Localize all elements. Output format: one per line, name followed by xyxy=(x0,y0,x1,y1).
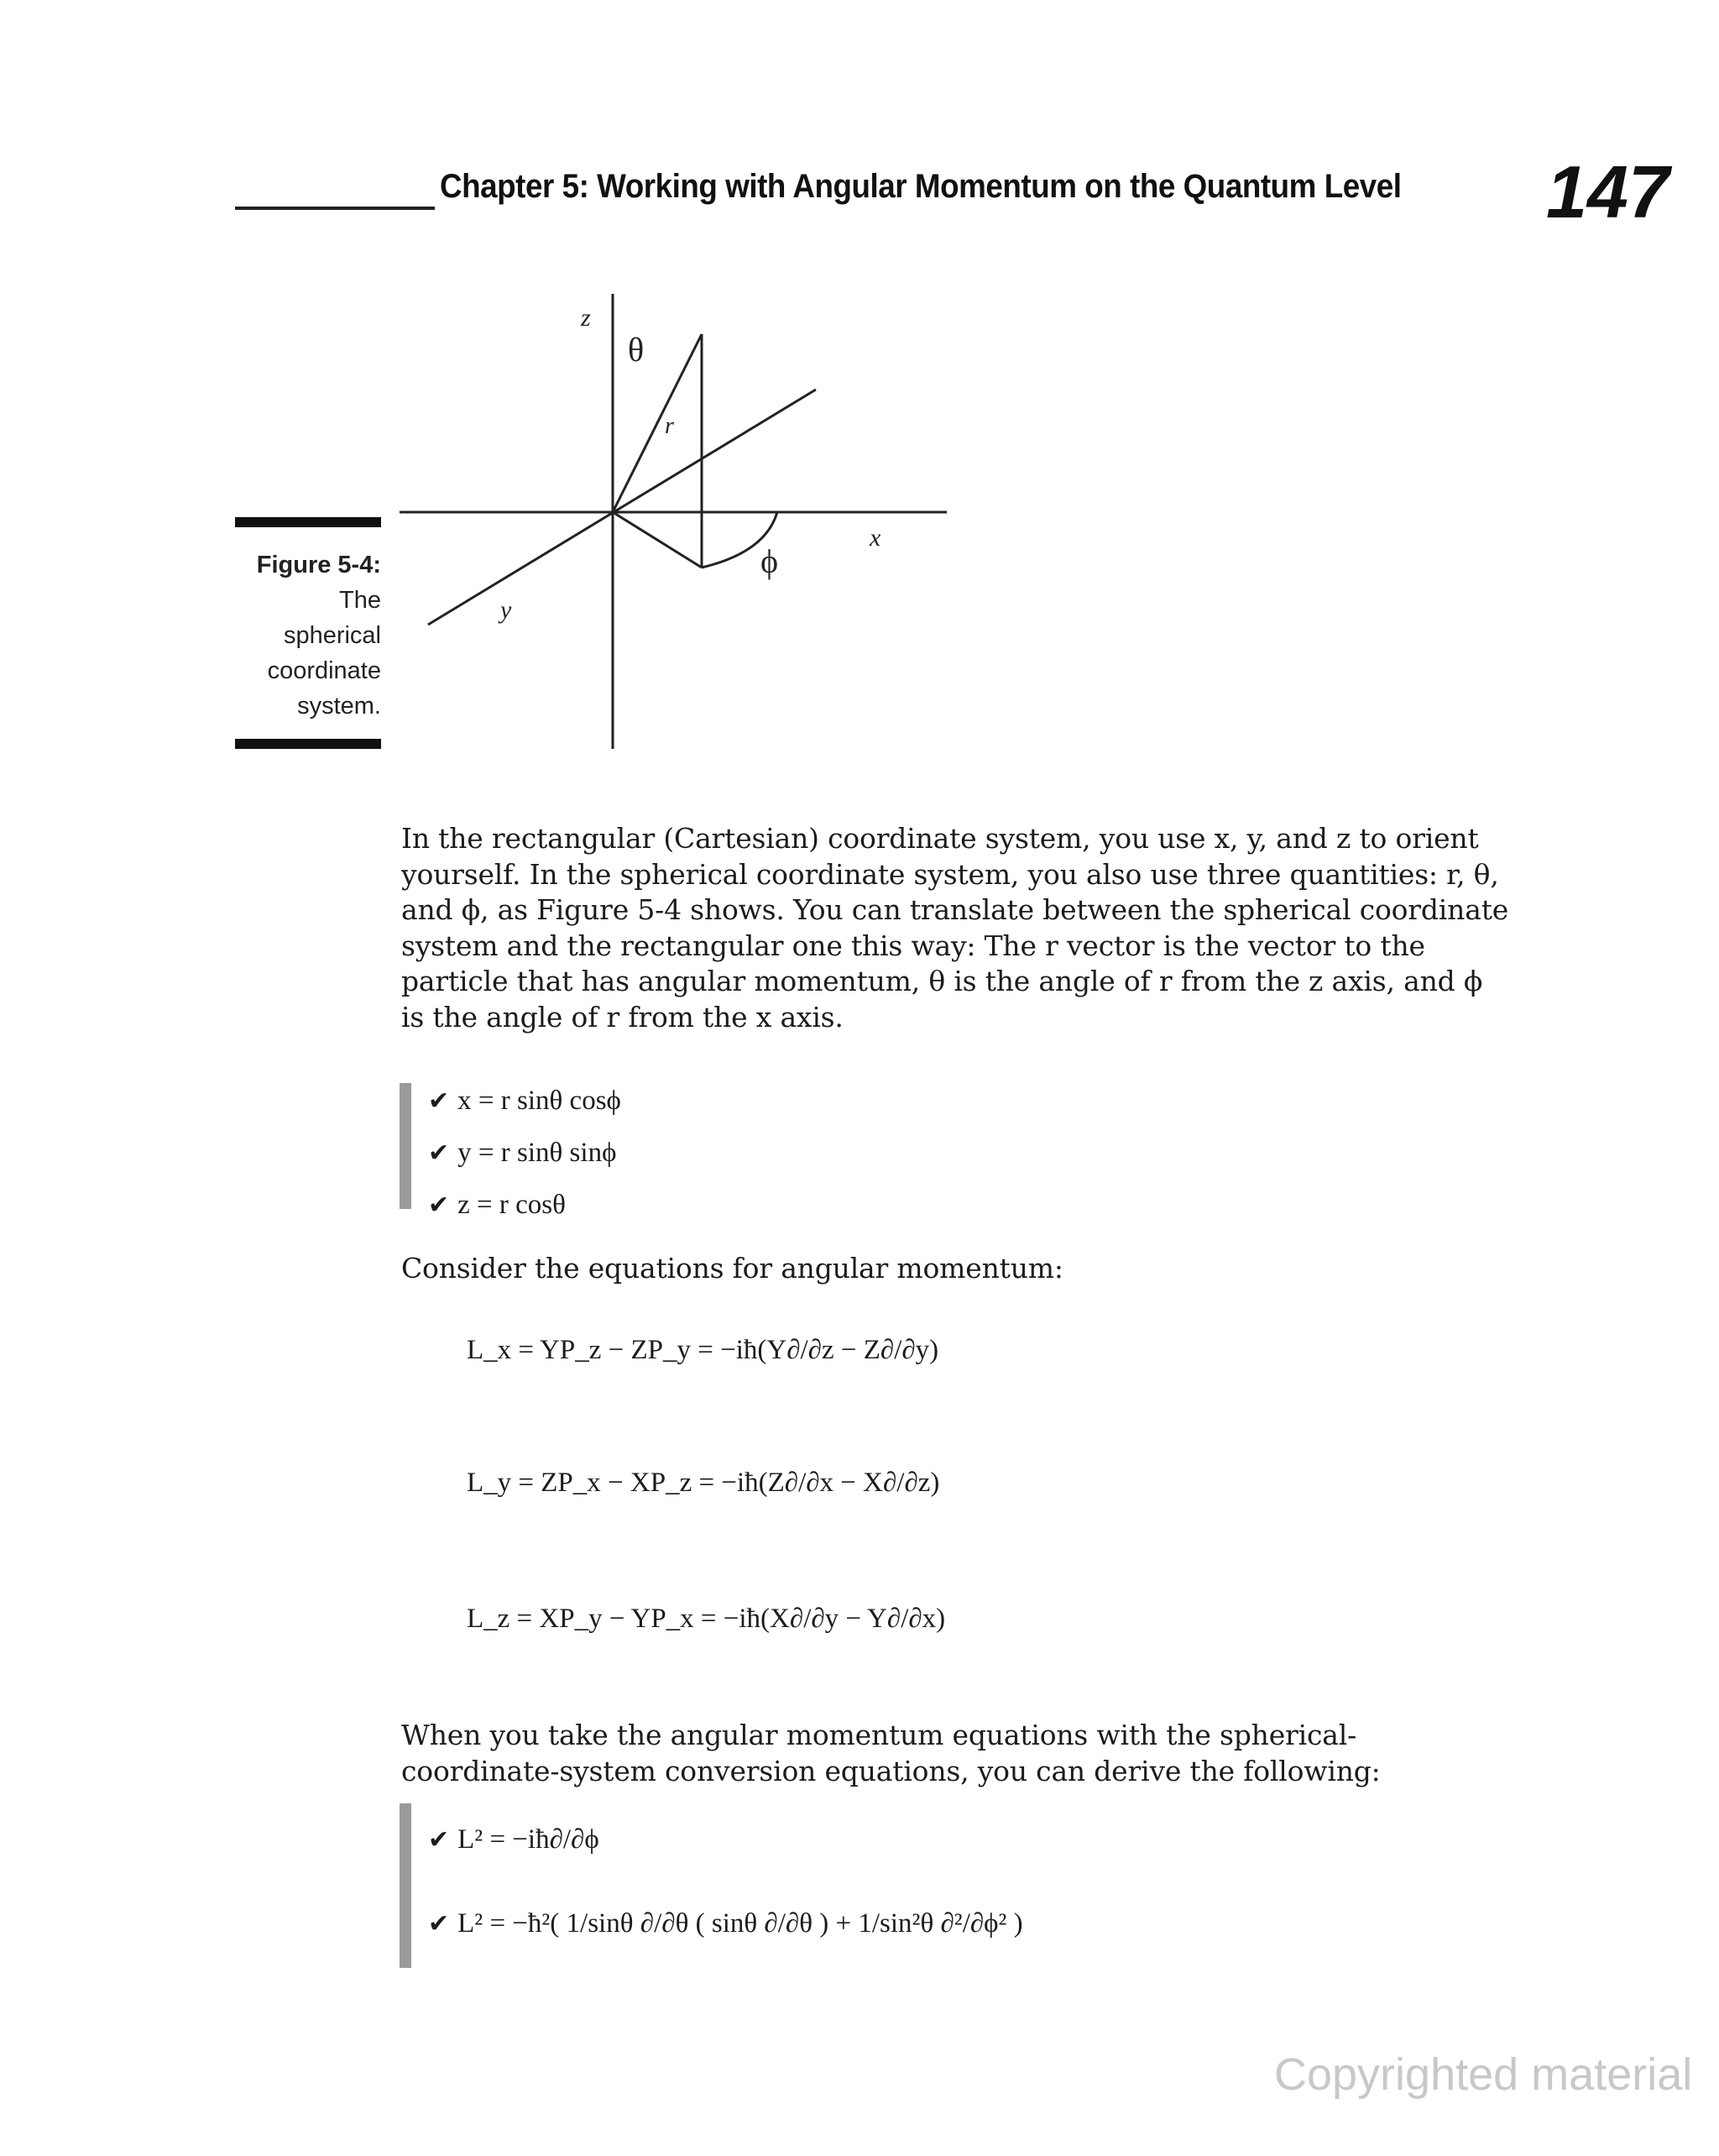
figure-caption xyxy=(235,547,381,724)
figure-top-bar xyxy=(235,517,381,527)
projection-base xyxy=(613,512,702,568)
x-axis-label: x xyxy=(870,524,881,552)
page-number: 147 xyxy=(1546,150,1669,233)
check-icon: ✔ xyxy=(428,1086,450,1116)
list-item: ✔ z = r cosθ xyxy=(428,1190,566,1220)
check-icon: ✔ xyxy=(428,1191,450,1220)
check-icon: ✔ xyxy=(428,1138,450,1168)
equation-ly: L_y = ZP_x − XP_z = −iħ(Z∂/∂x − X∂/∂z) xyxy=(467,1468,940,1498)
phi-label: ϕ xyxy=(760,542,779,580)
list-side-bar xyxy=(400,1803,411,1968)
derivation-paragraph: When you take the angular momentum equations with the spherical-coordinate-system conversion equations, you can derive the following: xyxy=(401,1719,1381,1787)
list-item: ✔ y = r sinθ sinϕ xyxy=(428,1138,617,1168)
list-item: ✔ L² = −iħ∂/∂ϕ xyxy=(428,1824,599,1855)
theta-label: θ xyxy=(628,331,645,369)
z-axis-label: z xyxy=(581,304,591,332)
copyright-watermark: Copyrighted material xyxy=(1274,2049,1693,2100)
header-rule xyxy=(235,207,435,210)
intro-paragraph: In the rectangular (Cartesian) coordinate system, you use x, y, and z to orient yourself. In the spherical coordinate system, you also use three quantities: r, θ, and ϕ, as Figure 5-4 shows. You can translate between the spherical coordinate system and the rectangular one this way: The r vector is the vector to the particle that has angular momentum, θ is the angle of r from the z axis, and ϕ is the angle of r from the x axis. xyxy=(401,822,1509,1034)
check-icon: ✔ xyxy=(428,1825,450,1855)
figure-label: Figure 5-4: xyxy=(256,552,381,578)
list-item: ✔ L² = −ħ²( 1/sinθ ∂/∂θ ( sinθ ∂/∂θ ) + 1/sin²θ ∂²/∂ϕ² ) xyxy=(428,1908,1023,1939)
equation-lz: L_z = XP_y − YP_x = −iħ(X∂/∂y − Y∂/∂x) xyxy=(467,1604,946,1634)
list-side-bar xyxy=(400,1083,411,1209)
equations-intro: Consider the equations for angular momentum: xyxy=(401,1252,1063,1285)
figure-caption-text: The spherical coordinate system. xyxy=(267,587,381,720)
y-axis-label: y xyxy=(500,596,512,624)
equation-lx: L_x = YP_z − ZP_y = −iħ(Y∂/∂z − Z∂/∂y) xyxy=(467,1335,939,1365)
spherical-coordinate-diagram xyxy=(394,285,965,756)
chapter-title: Chapter 5: Working with Angular Momentum on the Quantum Level xyxy=(440,168,1402,205)
figure-bottom-bar xyxy=(235,739,381,749)
y-axis xyxy=(428,390,816,625)
list-item: ✔ x = r sinθ cosϕ xyxy=(428,1086,621,1116)
check-icon: ✔ xyxy=(428,1909,450,1939)
r-label: r xyxy=(665,413,674,439)
